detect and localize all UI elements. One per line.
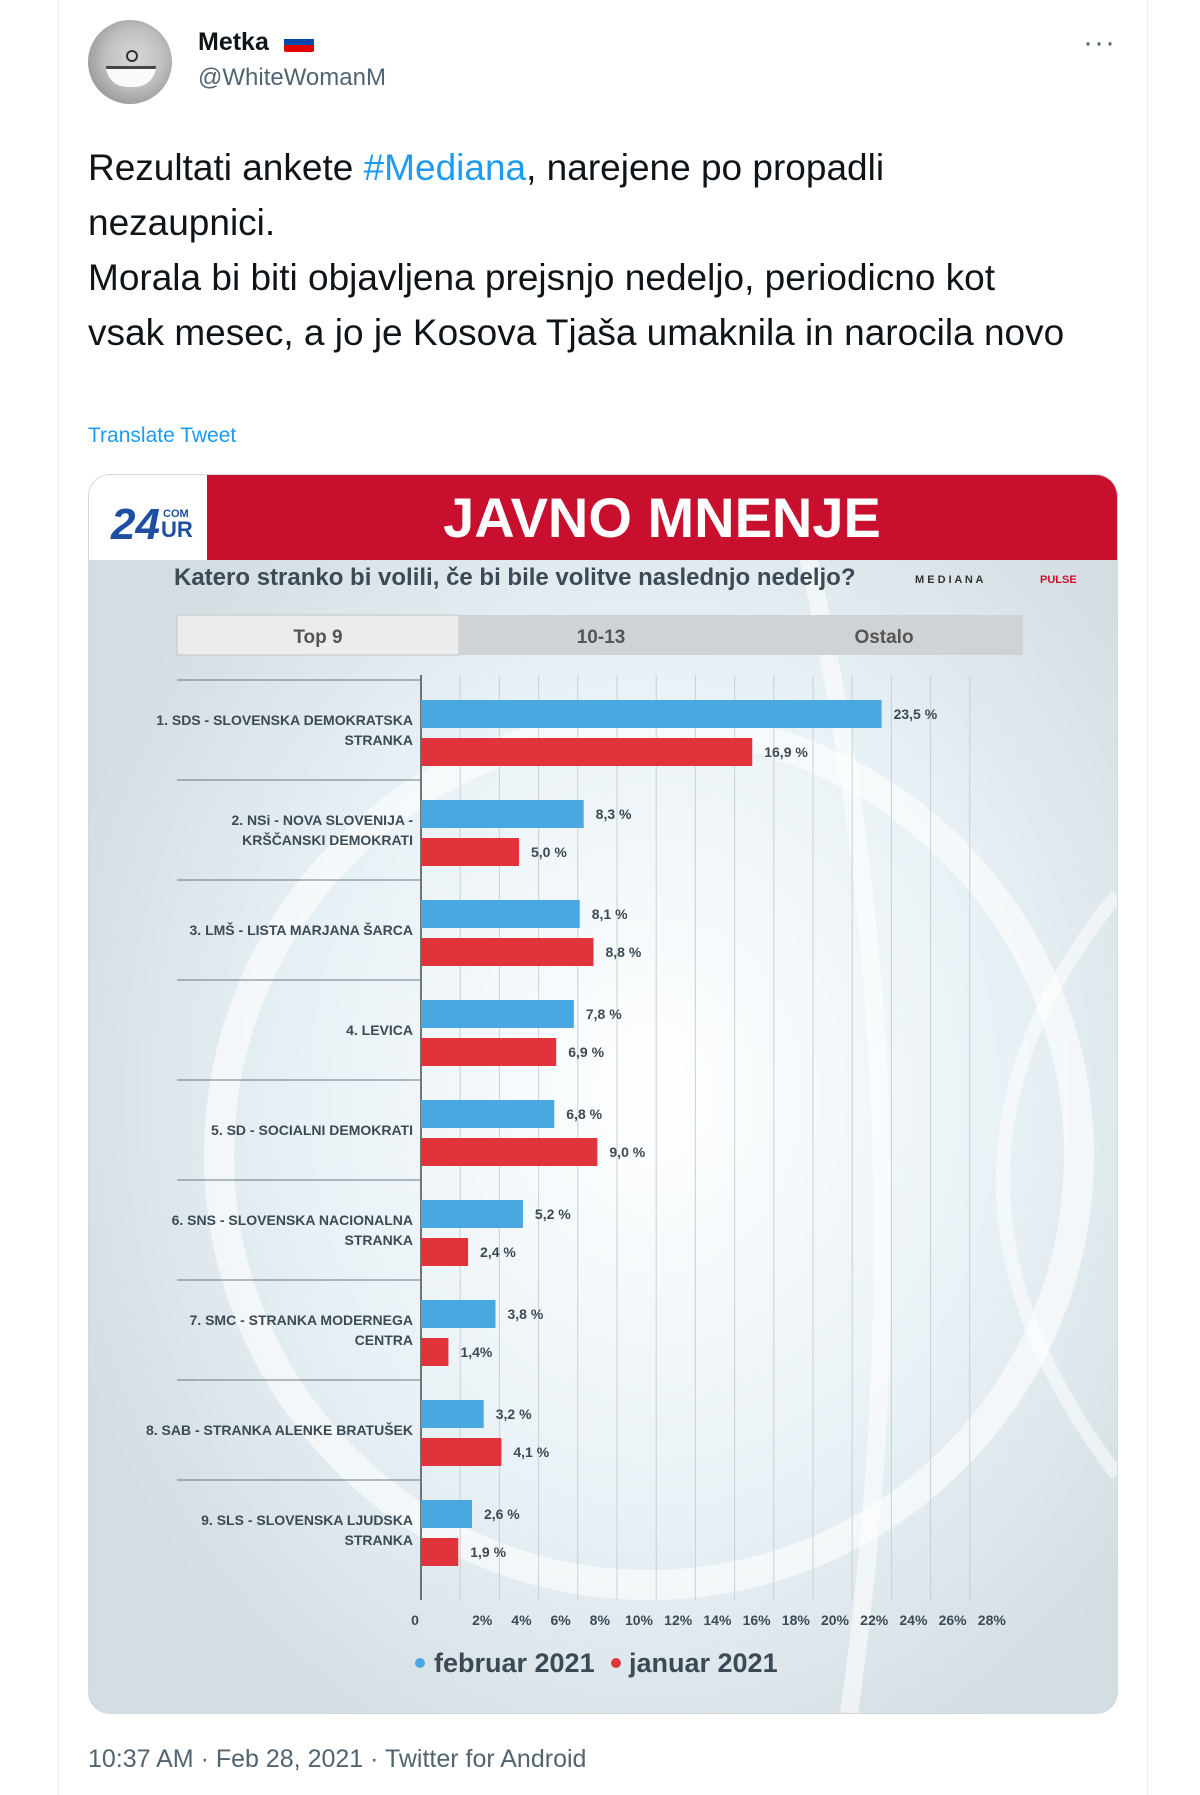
category-label: 1. SDS - SLOVENSKA DEMOKRATSKA [156,712,413,728]
bar-value-label: 7,8 % [585,1006,622,1022]
bar-januar [421,838,519,866]
bar-value-label: 1,4% [460,1344,493,1360]
category-label: KRŠČANSKI DEMOKRATI [242,832,413,848]
translate-tweet-link[interactable]: Translate Tweet [88,424,237,447]
24ur-logo [110,500,193,549]
tweet-text [88,140,1068,360]
logo-small-top: COM [163,508,189,520]
bar-januar [421,1038,556,1066]
bar-value-label: 6,9 % [568,1044,605,1060]
author-handle[interactable]: @WhiteWomanM [198,64,386,91]
tweet-media-image[interactable] [88,474,1118,1714]
avatar[interactable] [88,20,172,104]
x-tick-label: 0 [411,1612,419,1628]
question-text: Katero stranko bi volili, če bi bile volitve naslednjo nedeljo? [174,564,856,591]
author-name-line[interactable] [198,28,314,57]
bar-januar [421,1138,597,1166]
legend-januar: januar 2021 [629,1648,778,1678]
bar-value-label: 8,1 % [591,906,628,922]
category-label: CENTRA [354,1332,413,1348]
tweet-text-part2: , narejene po propadli nezaupnici. [88,147,885,243]
category-label: STRANKA [344,732,413,748]
category-label: 4. LEVICA [346,1022,413,1038]
bar-value-label: 2,4 % [480,1244,516,1260]
legend-dot-februar [415,1658,425,1668]
category-label: 9. SLS - SLOVENSKA LJUDSKA [201,1512,413,1528]
mediana-brand: M E D I A N A [915,574,984,586]
tab-10-13-label[interactable]: 10-13 [576,627,626,648]
logo-number: 24 [111,500,160,549]
tab-others-bg [459,615,1023,655]
hashtag-link[interactable]: #Mediana [363,147,527,188]
bar-value-label: 16,9 % [764,744,808,760]
bar-januar [421,1538,458,1566]
bar-value-label: 3,8 % [507,1306,544,1322]
category-label: 8. SAB - STRANKA ALENKE BRATUŠEK [145,1422,413,1438]
bar-value-label: 4,1 % [513,1444,550,1460]
bar-value-label: 9,0 % [609,1144,646,1160]
author-name[interactable]: Metka [198,28,269,56]
bar-februar [421,1200,523,1228]
x-tick-label: 24% [899,1612,928,1628]
bar-januar [421,738,752,766]
category-label: 5. SD - SOCIALNI DEMOKRATI [211,1122,413,1138]
bar-februar [421,1000,574,1028]
bar-value-label: 1,9 % [470,1544,507,1560]
category-label: STRANKA [344,1232,413,1248]
bar-value-label: 23,5 % [893,706,938,722]
bar-februar [421,900,580,928]
tab-ostalo-label[interactable]: Ostalo [854,627,914,648]
bar-februar [421,1500,472,1528]
bar-value-label: 8,3 % [595,806,632,822]
bar-value-label: 5,2 % [534,1206,571,1222]
nose-ring-decoration [126,50,138,62]
category-label: 6. SNS - SLOVENSKA NACIONALNA [171,1212,413,1228]
bar-februar [421,800,584,828]
category-label: STRANKA [344,1532,413,1548]
x-tick-label: 20% [820,1612,850,1628]
bar-februar [421,700,882,728]
bar-januar [421,1238,468,1266]
bar-februar [421,1400,484,1428]
x-tick-label: 26% [938,1612,967,1628]
bar-value-label: 5,0 % [531,844,567,860]
more-options-icon[interactable]: ··· [1083,26,1116,59]
bar-februar [421,1100,554,1128]
poll-graphic [89,475,1117,1713]
bar-januar [421,1438,501,1466]
slovenia-flag-icon [284,32,314,52]
bar-value-label: 6,8 % [566,1106,603,1122]
bar-januar [421,938,593,966]
tweet-text-part3: Morala bi biti objavljena prejsnjo nedeljo, periodicno kot vsak mesec, a jo je Kosova Tjaša umaknila in narocila novo [88,257,1065,353]
legend-februar: februar 2021 [434,1648,595,1678]
bar-januar [421,1338,448,1366]
x-tick-label: 28% [977,1612,1006,1628]
x-tick-label: 18% [781,1612,810,1628]
bar-value-label: 8,8 % [605,944,642,960]
x-tick-label: 12% [664,1612,693,1628]
tweet-timestamp[interactable]: 10:37 AM · Feb 28, 2021 · Twitter for Android [88,1745,587,1773]
x-tick-label: 8% [589,1612,610,1628]
banner-title: JAVNO MNENJE [443,486,881,549]
category-label: 3. LMŠ - LISTA MARJANA ŠARCA [189,922,413,938]
category-label: 7. SMC - STRANKA MODERNEGA [189,1312,413,1328]
x-tick-label: 2% [472,1612,493,1628]
x-tick-label: 10% [624,1612,654,1628]
x-tick-label: 22% [860,1612,889,1628]
tab-top9-label[interactable]: Top 9 [293,627,343,648]
smile-decoration [106,66,156,87]
bar-februar [421,1300,495,1328]
x-tick-label: 14% [703,1612,732,1628]
legend-dot-januar [611,1658,621,1668]
tweet-text-part1: Rezultati ankete [88,147,364,188]
category-label: 2. NSi - NOVA SLOVENIJA - [231,812,413,828]
x-tick-label: 16% [742,1612,771,1628]
x-tick-label: 6% [550,1612,571,1628]
x-tick-label: 4% [511,1612,532,1628]
mediana-brand-suffix: PULSE [1040,574,1077,586]
bar-value-label: 3,2 % [495,1406,532,1422]
logo-small-bottom: UR [161,517,193,542]
bar-value-label: 2,6 % [483,1506,520,1522]
